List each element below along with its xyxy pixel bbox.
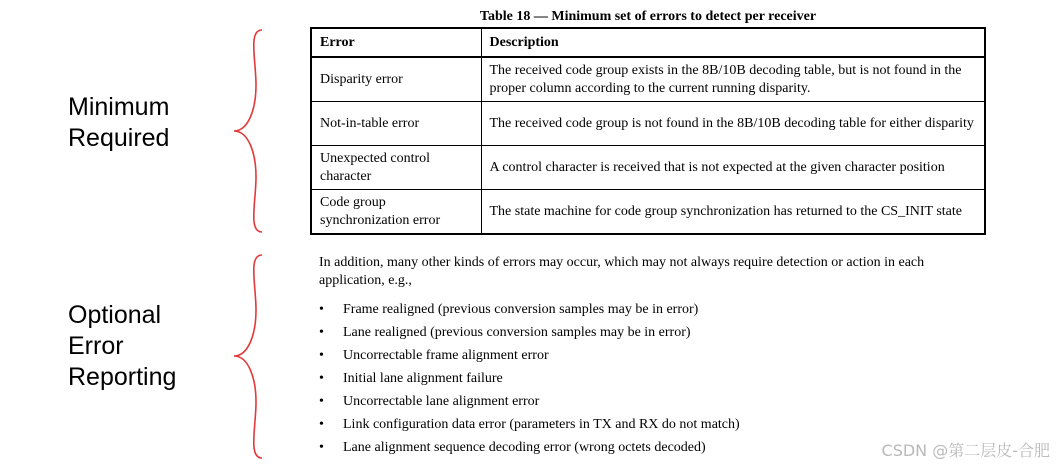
minimum-required-label [68,92,169,154]
list-item [319,344,740,367]
list-item [319,367,740,390]
optional-error-reporting-label [68,300,176,393]
bullet-icon: • [319,302,324,317]
error-description: A control character is received that is not expected at the given character position [481,146,985,190]
optional-label-line-3: Reporting [68,363,177,391]
error-name: Disparity error [311,57,481,102]
optional-error-list [319,298,740,459]
list-item-text: Initial lane alignment failure [343,371,503,386]
header-error: Error [311,28,481,57]
list-item-text: Uncorrectable lane alignment error [343,394,540,409]
list-item-text: Link configuration data error (parameters in TX and RX do not match) [343,417,740,432]
list-item [319,298,740,321]
csdn-watermark: CSDN @第二层皮-合肥 [881,441,1050,460]
bullet-icon: • [319,325,324,340]
optional-label-line-1: Optional [68,301,162,329]
minimum-label-line-2: Required [68,124,170,152]
optional-label-line-2: Error [68,332,124,360]
error-name: Code group synchronization error [311,190,481,235]
table-row [311,57,985,102]
list-item [319,413,740,436]
table-row [311,102,985,146]
header-description: Description [481,28,985,57]
error-table [310,27,986,235]
error-name: Not-in-table error [311,102,481,146]
error-description: The state machine for code group synchronization has returned to the CS_INIT state [481,190,985,235]
table-row [311,190,985,235]
bullet-icon: • [319,348,324,363]
list-item-text: Uncorrectable frame alignment error [343,348,549,363]
minimum-brace [234,30,262,232]
list-item [319,390,740,413]
list-item-text: Frame realigned (previous conversion samples may be in error) [343,302,699,317]
bullet-icon: • [319,417,324,432]
bullet-icon: • [319,440,324,455]
error-name: Unexpected control character [311,146,481,190]
list-item [319,436,740,459]
table-title: Table 18 — Minimum set of errors to detect per receiver [479,9,817,24]
table-header-row [311,28,985,57]
error-description: The received code group exists in the 8B/10B decoding table, but is not found in the proper column according to the current running disparity. [481,57,985,102]
optional-intro-paragraph: In addition, many other kinds of errors may occur, which may not always require detection or action in each application, e.g., [319,255,925,288]
table-row [311,146,985,190]
list-item-text: Lane alignment sequence decoding error (wrong octets decoded) [343,440,706,455]
list-item [319,321,740,344]
bullet-icon: • [319,394,324,409]
minimum-label-line-1: Minimum [68,93,170,121]
optional-brace [234,255,262,458]
error-description: The received code group is not found in the 8B/10B decoding table for either disparity [481,102,985,146]
list-item-text: Lane realigned (previous conversion samples may be in error) [343,325,691,340]
bullet-icon: • [319,371,324,386]
curly-braces [228,0,268,467]
